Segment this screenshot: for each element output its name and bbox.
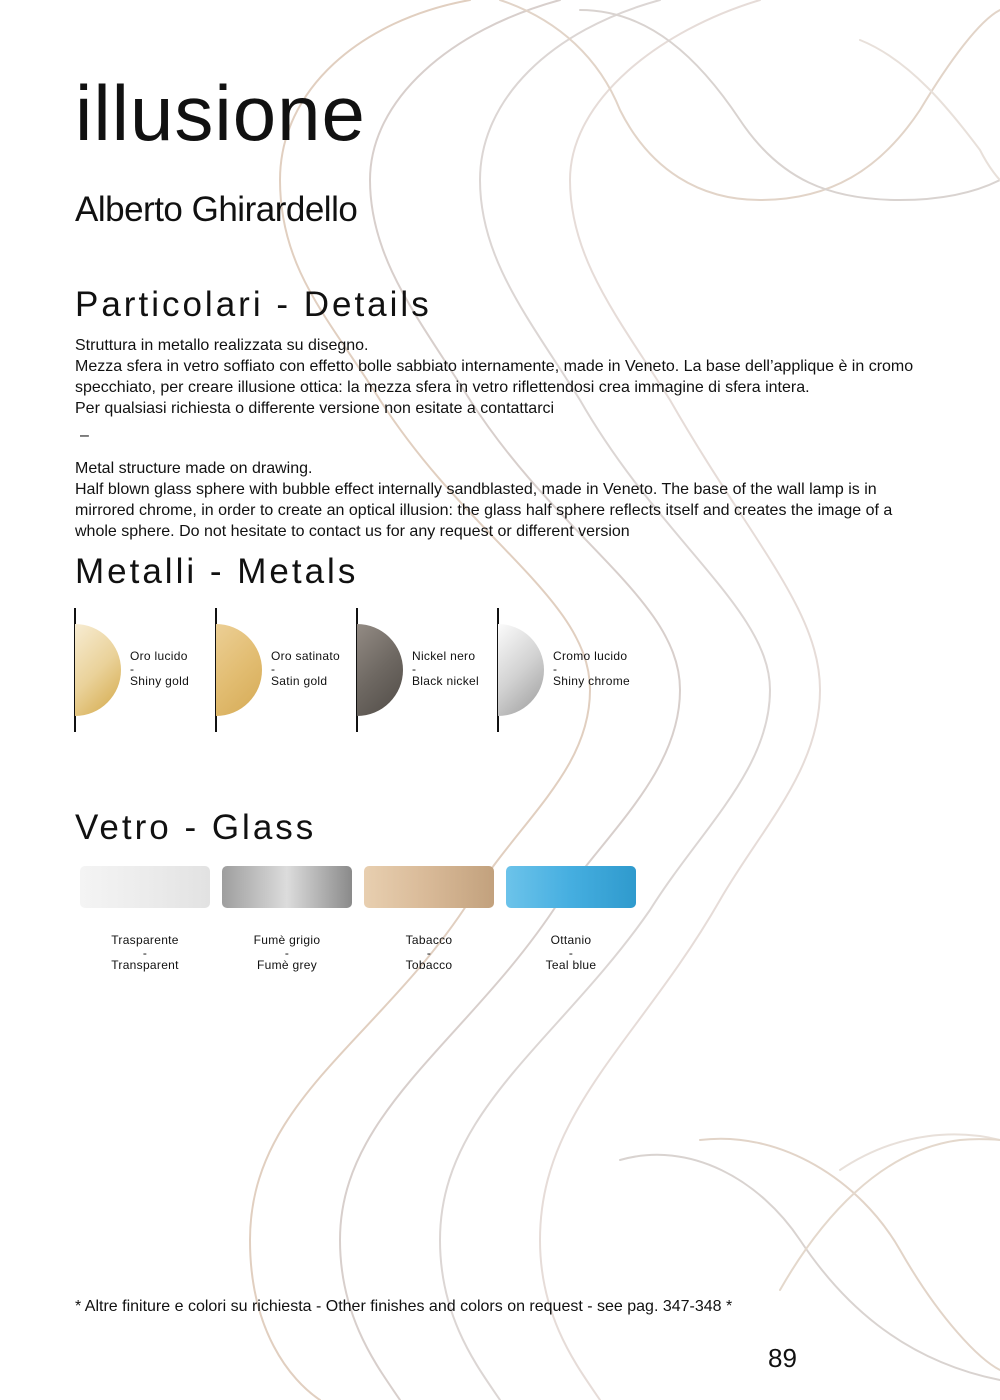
finish-english-name: Shiny chrome (553, 674, 630, 688)
glass-heading: Vetro - Glass (75, 808, 317, 847)
metal-finishes (74, 608, 674, 732)
finish-italian-name: Oro lucido (130, 649, 188, 663)
glass-finishes (80, 866, 680, 986)
details-separator: – (80, 427, 89, 444)
finish-italian-name: Nickel nero (412, 649, 476, 663)
designer-name: Alberto Ghirardello (75, 190, 358, 229)
metal-finish-black-nickel (356, 608, 496, 732)
glass-finish-transparent (80, 866, 210, 972)
metal-finish-label (553, 650, 630, 688)
details-italian-line-2: Mezza sfera in vetro soffiato con effetto bolle sabbiato internamente, made in Veneto. La base dell’applique è in cromo specchiato, per creare illusione ottica: la mezza sfera in vetro riflettendosi crea immagine di sfera intera. (75, 358, 914, 396)
finish-english-name: Transparent (111, 958, 179, 972)
teal-blue-swatch (506, 866, 636, 908)
finish-label-separator: - (142, 945, 148, 960)
page-number: 89 (768, 1343, 797, 1373)
details-italian-line-1: Struttura in metallo realizzata su disegno. (75, 337, 369, 354)
finish-label-separator: - (130, 661, 135, 676)
transparent-swatch (80, 866, 210, 908)
finish-label-separator: - (284, 945, 290, 960)
finish-english-name: Black nickel (412, 674, 479, 688)
finish-italian-name: Cromo lucido (553, 649, 628, 663)
metals-heading: Metalli - Metals (75, 552, 359, 591)
metal-finish-label (412, 650, 479, 688)
details-description (75, 335, 935, 542)
details-english-line-1: Metal structure made on drawing. (75, 460, 313, 477)
details-english-line-2: Half blown glass sphere with bubble effect internally sandblasted, made in Veneto. The base of the wall lamp is in mirrored chrome, in order to create an optical illusion: the glass half sphere reflects itself and creates the image of a whole sphere. Do not hesitate to contact us for any request or different version (75, 481, 893, 540)
product-title: illusione (75, 69, 366, 157)
glass-finish-fume-grey (222, 866, 352, 972)
glass-finish-teal-blue (506, 866, 636, 972)
glass-finish-label (506, 934, 636, 972)
finish-english-name: Fumè grey (256, 958, 318, 972)
finish-italian-name: Tabacco (405, 933, 453, 947)
tobacco-swatch (364, 866, 494, 908)
finish-italian-name: Fumè grigio (253, 933, 321, 947)
finish-label-separator: - (412, 661, 417, 676)
finishes-footnote: * Altre finiture e colori su richiesta - Other finishes and colors on request - see pag. 347-348 * (75, 1298, 733, 1315)
metal-finish-shiny-chrome (497, 608, 637, 732)
details-italian-line-3: Per qualsiasi richiesta o differente versione non esitate a contattarci (75, 400, 555, 417)
finish-english-name: Tobacco (405, 958, 453, 972)
finish-italian-name: Ottanio (550, 933, 592, 947)
metal-finish-label (130, 650, 189, 688)
fume-grey-swatch (222, 866, 352, 908)
metal-finish-satin-gold (215, 608, 355, 732)
finish-english-name: Shiny gold (130, 674, 190, 688)
finish-label-separator: - (553, 661, 558, 676)
details-heading: Particolari - Details (75, 285, 432, 324)
satin-gold-swatch (216, 624, 262, 716)
finish-label-separator: - (568, 945, 574, 960)
glass-finish-label (222, 934, 352, 972)
finish-italian-name: Trasparente (111, 933, 179, 947)
metal-finish-label (271, 650, 340, 688)
finish-english-name: Teal blue (545, 958, 597, 972)
glass-finish-label (80, 934, 210, 972)
finish-italian-name: Oro satinato (271, 649, 340, 663)
shiny-gold-swatch (75, 624, 121, 716)
finish-label-separator: - (271, 661, 276, 676)
metal-finish-shiny-gold (74, 608, 214, 732)
finish-label-separator: - (426, 945, 432, 960)
shiny-chrome-swatch (498, 624, 544, 716)
finish-english-name: Satin gold (271, 674, 328, 688)
black-nickel-swatch (357, 624, 403, 716)
glass-finish-label (364, 934, 494, 972)
glass-finish-tobacco (364, 866, 494, 972)
